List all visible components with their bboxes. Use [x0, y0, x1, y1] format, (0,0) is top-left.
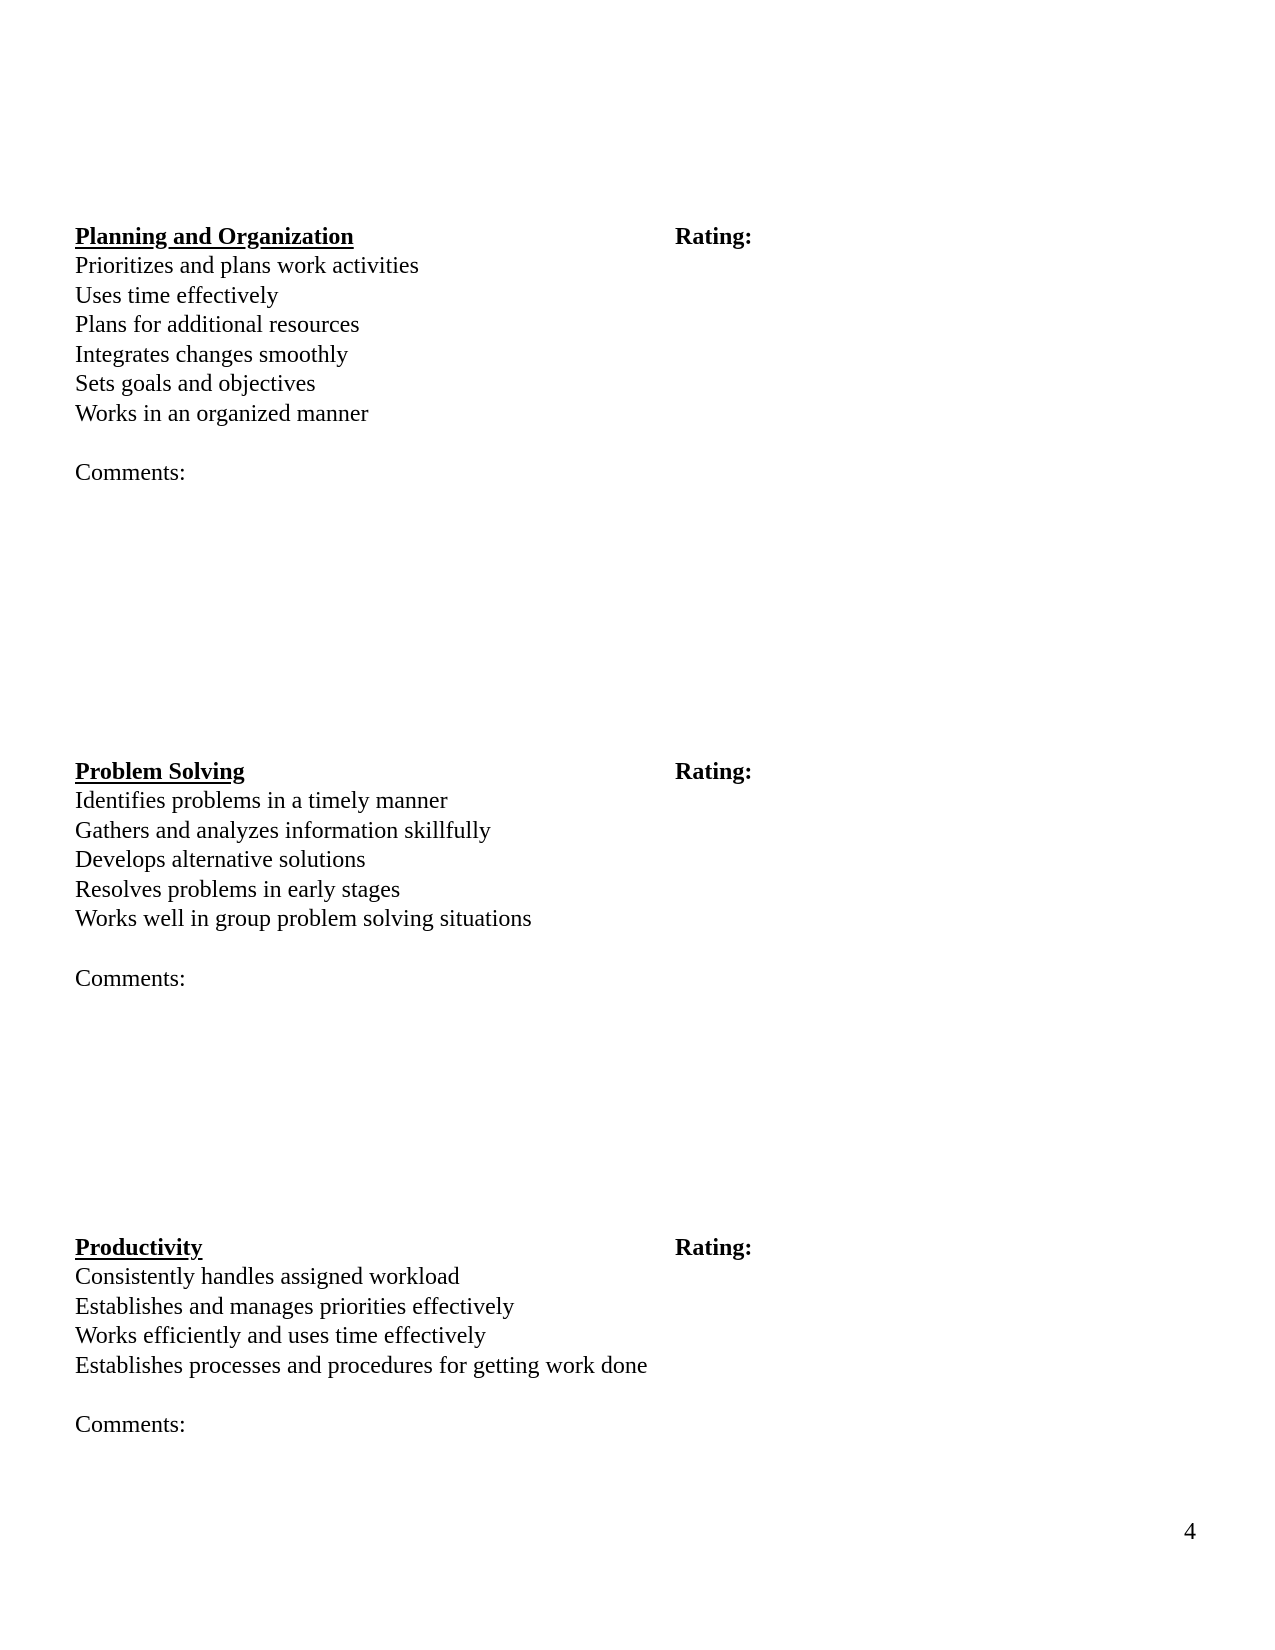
criterion-item: Prioritizes and plans work activities	[75, 253, 419, 279]
rating-label: Rating:	[675, 759, 753, 785]
comments-label: Comments:	[75, 1412, 186, 1438]
criteria-list	[75, 787, 775, 935]
section-header	[75, 757, 775, 787]
comments-label: Comments:	[75, 460, 186, 486]
page-number: 4	[1184, 1519, 1196, 1545]
criterion-item: Works efficiently and uses time effectively	[75, 1323, 487, 1349]
criteria-list	[75, 252, 775, 429]
criterion-item: Uses time effectively	[75, 282, 279, 309]
rating-label: Rating:	[675, 224, 753, 250]
section-problem-solving	[75, 757, 775, 994]
criteria-list	[75, 1263, 775, 1381]
rating-label: Rating:	[675, 1235, 753, 1261]
criterion-item: Identifies problems in a timely manner	[75, 788, 448, 814]
section-title: Problem Solving	[75, 759, 245, 785]
criterion-item: Develops alternative solutions	[75, 847, 366, 873]
section-planning-and-organization	[75, 222, 775, 488]
section-title: Planning and Organization	[75, 224, 354, 250]
criterion-item: Works in an organized manner	[75, 400, 369, 427]
criterion-item: Gathers and analyzes information skillfully	[75, 817, 491, 844]
section-productivity	[75, 1233, 775, 1440]
section-header	[75, 222, 775, 252]
criterion-item: Integrates changes smoothly	[75, 341, 349, 368]
criterion-item: Establishes processes and procedures for getting work done	[75, 1352, 648, 1379]
criterion-item: Consistently handles assigned workload	[75, 1264, 460, 1290]
section-title: Productivity	[75, 1235, 203, 1261]
criterion-item: Establishes and manages priorities effectively	[75, 1293, 515, 1320]
criterion-item: Sets goals and objectives	[75, 371, 316, 397]
criterion-item: Resolves problems in early stages	[75, 876, 401, 903]
section-header	[75, 1233, 775, 1263]
criterion-item: Plans for additional resources	[75, 312, 360, 338]
comments-label: Comments:	[75, 965, 186, 992]
criterion-item: Works well in group problem solving situations	[75, 906, 532, 932]
